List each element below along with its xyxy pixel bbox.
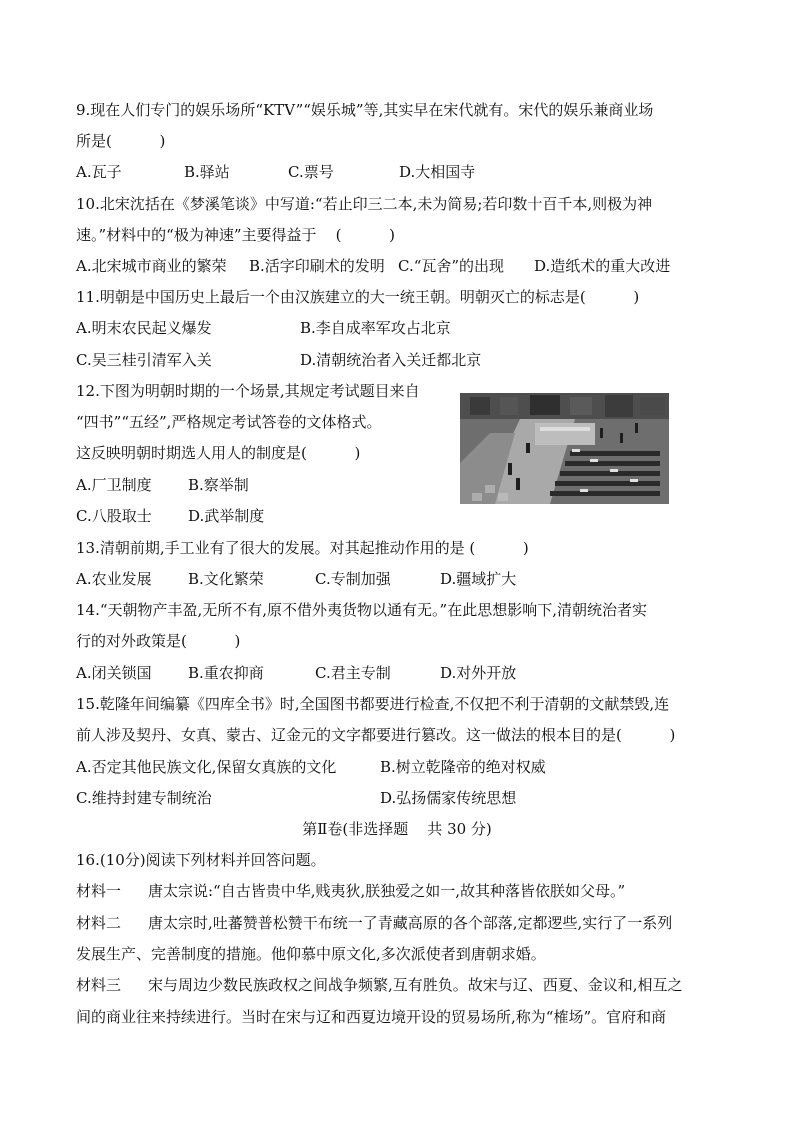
q11-stem: 11.明朝是中国历史上最后一个由汉族建立的大一统王朝。明朝灭亡的标志是( ) (76, 288, 640, 306)
q15-option-c: C.维持封建专制统治 (76, 789, 212, 807)
q11-option-c: C.吴三桂引清军入关 (76, 351, 212, 369)
exam-hall-photo (460, 393, 669, 504)
section-2-title: 第Ⅱ卷(非选择题 共 30 分) (302, 820, 492, 838)
q10-option-a: A.北宋城市商业的繁荣 (76, 257, 227, 275)
material-1-text: 唐太宗说:“自古皆贵中华,贱夷狄,朕独爱之如一,故其种落皆依朕如父母。” (148, 882, 626, 900)
q12-option-b: B.察举制 (188, 476, 249, 494)
q9-stem-cont: 所是( ) (76, 132, 166, 150)
material-3-label: 材料三 (76, 976, 122, 994)
q13-option-b: B.文化繁荣 (188, 570, 264, 588)
material-2-text: 唐太宗时,吐蕃赞普松赞干布统一了青藏高原的各个部落,定都逻些,实行了一系列 (148, 914, 673, 932)
q15-option-a: A.否定其他民族文化,保留女真族的文化 (76, 758, 337, 776)
q10-stem: 10.北宋沈括在《梦溪笔谈》中写道:“若止印三二本,未为简易;若印数十百千本,则极为神 (76, 195, 653, 213)
material-3-text: 宋与周边少数民族政权之间战争频繁,互有胜负。故宋与辽、西夏、金议和,相互之 (148, 976, 683, 994)
q11-option-a: A.明末农民起义爆发 (76, 319, 212, 337)
q14-option-a: A.闭关锁国 (76, 664, 152, 682)
material-3-text-cont: 间的商业往来持续进行。当时在宋与辽和西夏边境开设的贸易场所,称为“榷场”。官府和商 (76, 1008, 667, 1026)
material-2-label: 材料二 (76, 914, 122, 932)
q14-stem: 14.“天朝物产丰盈,无所不有,原不借外夷货物以通有无。”在此思想影响下,清朝统治者实 (76, 601, 647, 619)
q10-option-b: B.活字印刷术的发明 (249, 257, 385, 275)
q11-option-d: D.清朝统治者入关迁都北京 (300, 351, 482, 369)
q12-stem: 12.下图为明朝时期的一个场景,其规定考试题目来自 (76, 382, 420, 400)
q15-stem: 15.乾隆年间编纂《四库全书》时,全国图书都要进行检查,不仅把不利于清朝的文献禁毁,连 (76, 695, 670, 713)
q16-intro: 16.(10分)阅读下列材料并回答问题。 (76, 851, 326, 869)
q12-stem-cont1: “四书”“五经”,严格规定考试答卷的文体格式。 (76, 413, 382, 431)
q11-option-b: B.李自成率军攻占北京 (300, 319, 451, 337)
q13-option-a: A.农业发展 (76, 570, 152, 588)
q13-option-c: C.专制加强 (315, 570, 391, 588)
q9-stem: 9.现在人们专门的娱乐场所“KTV”“娱乐城”等,其实早在宋代就有。宋代的娱乐兼商业场 (76, 101, 654, 119)
q9-option-d: D.大相国寺 (399, 163, 476, 181)
material-1-label: 材料一 (76, 882, 122, 900)
q9-option-b: B.驿站 (184, 163, 230, 181)
q13-option-d: D.疆域扩大 (440, 570, 517, 588)
q14-option-c: C.君主专制 (315, 664, 391, 682)
q14-option-d: D.对外开放 (440, 664, 517, 682)
q15-stem-cont: 前人涉及契丹、女真、蒙古、辽金元的文字都要进行篡改。这一做法的根本目的是( ) (76, 726, 676, 744)
q15-option-b: B.树立乾隆帝的绝对权威 (380, 758, 546, 776)
q14-option-b: B.重农抑商 (188, 664, 264, 682)
q10-stem-cont: 速。”材料中的“极为神速”主要得益于 ( ) (76, 226, 395, 244)
q10-option-c: C.“瓦舍”的出现 (398, 257, 505, 275)
q9-option-c: C.票号 (288, 163, 334, 181)
q12-option-a: A.厂卫制度 (76, 476, 152, 494)
q12-option-c: C.八股取士 (76, 507, 152, 525)
q12-stem-cont2: 这反映明朝时期选人用人的制度是( ) (76, 444, 361, 462)
q10-option-d: D.造纸术的重大改进 (534, 257, 671, 275)
q15-option-d: D.弘扬儒家传统思想 (380, 789, 517, 807)
q14-stem-cont: 行的对外政策是( ) (76, 632, 241, 650)
material-2-text-cont: 发展生产、完善制度的措施。他仰慕中原文化,多次派使者到唐朝求婚。 (76, 945, 546, 963)
q9-option-a: A.瓦子 (76, 163, 122, 181)
q12-option-d: D.武举制度 (188, 507, 265, 525)
q13-stem: 13.清朝前期,手工业有了很大的发展。对其起推动作用的是 ( ) (76, 539, 529, 557)
